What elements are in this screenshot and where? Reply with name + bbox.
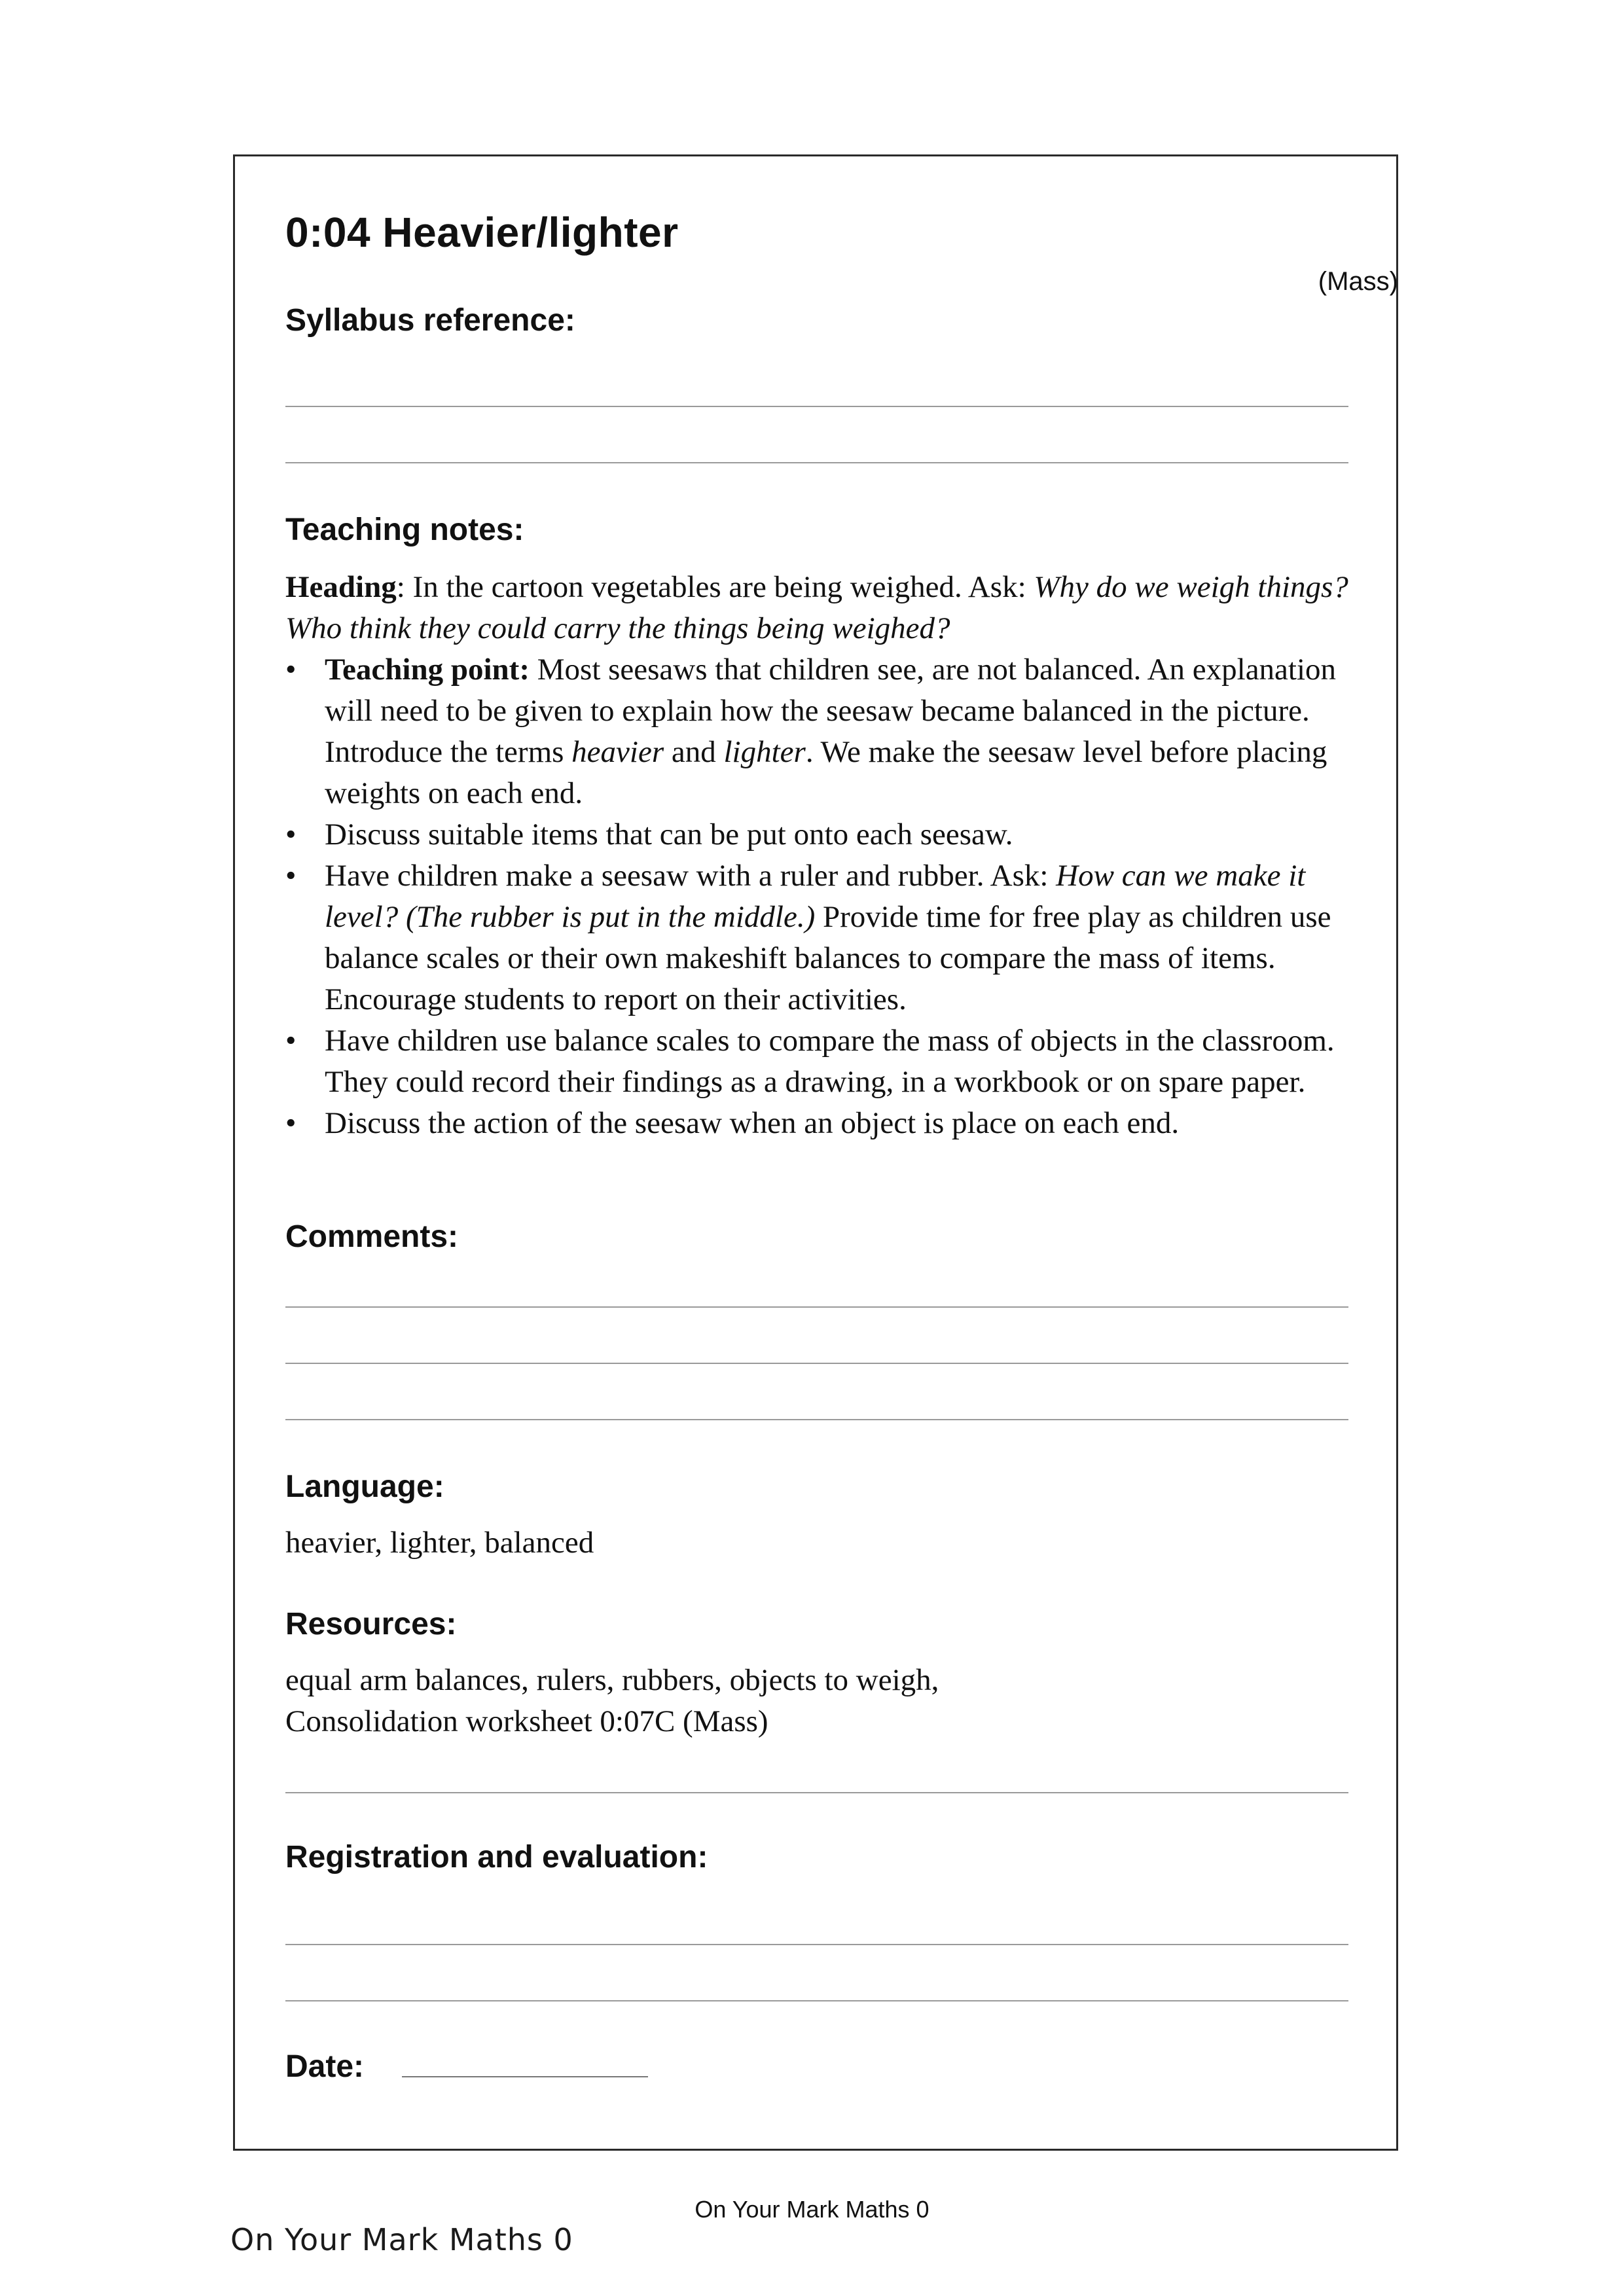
term-and: and [664, 735, 724, 769]
point-3-text-a: Have children make a seesaw with a ruler and rubber. Ask: [325, 859, 1056, 893]
point-4-text: Have children use balance scales to compare the mass of objects in the classroom. They could record their findings as a drawing, in a workbook or on spare paper. [325, 1024, 1335, 1099]
footer-left-text: On Your Mark Maths 0 [230, 2222, 573, 2257]
bullet-icon: • [285, 1106, 297, 1140]
teaching-point-text-a: Most seesaws that children see, are not balanced. An explanation will need to be given to explain how the seesaw became balanced in the picture. Introduce the terms [325, 653, 1337, 769]
resources-line [285, 1792, 1348, 1793]
comments-line-2 [285, 1363, 1348, 1364]
point-5-text: Discuss the action of the seesaw when an object is place on each end. [325, 1106, 1180, 1140]
teaching-notes-intro [285, 567, 1352, 649]
list-item [285, 1020, 1352, 1103]
point-3-question: How can we make it level? (The rubber is put in the middle.) [325, 859, 1306, 934]
footer-center-text: On Your Mark Maths 0 [695, 2196, 929, 2223]
term-lighter: lighter [723, 735, 806, 769]
teaching-notes-body [285, 567, 1352, 1144]
syllabus-line-2 [285, 462, 1348, 463]
date-line [402, 2076, 648, 2077]
list-item [285, 855, 1352, 1020]
teaching-notes-list [285, 649, 1352, 1144]
resources-line-1: equal arm balances, rulers, rubbers, objects to weigh, [285, 1663, 939, 1697]
bullet-icon: • [285, 1024, 297, 1058]
point-3-text-b: Provide time for free play as children use balance scales or their own makeshift balances to compare the mass of items. Encourage students to report on their activities. [325, 900, 1331, 1016]
language-text: heavier, lighter, balanced [285, 1526, 594, 1560]
resources-line-2: Consolidation worksheet 0:07C (Mass) [285, 1704, 768, 1738]
registration-evaluation-heading: Registration and evaluation: [285, 1840, 708, 1874]
teaching-point-text-b: . We make the seesaw level before placing weights on each end. [325, 735, 1327, 810]
term-heavier: heavier [571, 735, 664, 769]
registration-line-2 [285, 2000, 1348, 2001]
syllabus-reference-heading: Syllabus reference: [285, 303, 575, 338]
topic-label: (Mass) [1318, 267, 1398, 296]
bullet-icon: • [285, 817, 297, 852]
comments-line-3 [285, 1419, 1348, 1420]
page-title: 0:04 Heavier/lighter [285, 209, 679, 256]
list-item [285, 1103, 1352, 1144]
resources-heading: Resources: [285, 1607, 457, 1641]
intro-text: : In the cartoon vegetables are being weighed. Ask: [396, 570, 1034, 604]
bullet-icon: • [285, 653, 297, 687]
bullet-icon: • [285, 859, 297, 893]
date-label: Date: [285, 2049, 365, 2084]
comments-line-1 [285, 1306, 1348, 1308]
list-item [285, 814, 1352, 855]
intro-question: Why do we weigh things? Who think they could carry the things being weighed? [285, 570, 1348, 645]
language-heading: Language: [285, 1469, 444, 1504]
registration-line-1 [285, 1944, 1348, 1945]
syllabus-line-1 [285, 406, 1348, 407]
teaching-point-lead: Teaching point: [325, 653, 530, 687]
point-2-text: Discuss suitable items that can be put onto each seesaw. [325, 817, 1013, 852]
intro-lead: Heading [285, 570, 397, 604]
teaching-notes-heading: Teaching notes: [285, 512, 524, 547]
list-item [285, 649, 1352, 814]
comments-heading: Comments: [285, 1219, 459, 1254]
